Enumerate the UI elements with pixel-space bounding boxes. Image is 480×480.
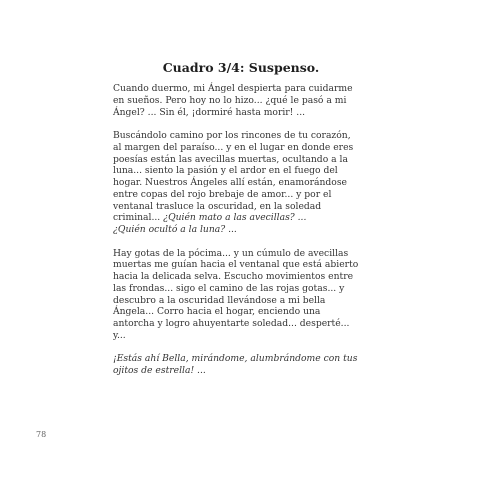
text-line: Hay gotas de la pócima... y un cúmulo de avecillas — [113, 247, 349, 259]
text-line: Ángela... Corro hacia el hogar, enciendo una — [113, 306, 321, 318]
text-line: entre copas del rojo brebaje de amor... y por el — [113, 188, 332, 200]
text-line: las frondas... sigo el camino de las rojas gotas... y — [113, 282, 345, 294]
text-line: descubro a la oscuridad llevándose a mi bella — [113, 294, 326, 306]
text-segment: criminal... — [113, 212, 164, 224]
paragraph-1 — [113, 83, 369, 118]
paragraph-2 — [113, 130, 369, 236]
text-line: antorcha y logro ahuyentarte soledad... desperté... — [113, 318, 350, 329]
text-line-mixed — [113, 212, 369, 224]
text-line: y... — [113, 329, 126, 341]
text-line: Cuando duermo, mi Ángel despierta para cuidarme — [113, 83, 353, 94]
body-text — [113, 83, 369, 389]
text-line: Ángel? ... Sin él, ¡dormiré hasta morir! ... — [113, 106, 306, 118]
page-number: 78 — [36, 430, 47, 439]
text-line: ¡Estás ahí Bella, mirándome, alumbrándome con tus — [113, 353, 358, 365]
text-line: hacia la delicada selva. Escucho movimientos entre — [113, 271, 354, 282]
text-line: poesías están las avecillas muertas, ocultando a la — [113, 153, 348, 165]
italic-question: ¿Quién ocultó a la luna? ... — [113, 224, 237, 235]
italic-question: ¿Quién mato a las avecillas? ... — [163, 212, 307, 224]
text-line: al margen del paraíso... y en el lugar en donde eres — [113, 141, 354, 153]
text-line: luna... siento la pasión y el ardor en el fuego del — [113, 165, 338, 177]
section-title: Cuadro 3/4: Suspenso. — [162, 60, 320, 75]
text-line: ventanal trasluce la oscuridad, en la soledad — [113, 200, 322, 212]
text-line: ojitos de estrella! ... — [113, 365, 206, 376]
text-line: muertas me guían hacia el ventanal que está abierto — [113, 259, 359, 271]
text-line: hogar. Nuestros Ángeles allí están, enamorándose — [113, 177, 347, 188]
paragraph-4-italic — [113, 353, 369, 377]
text-line: Buscándolo camino por los rincones de tu corazón, — [113, 130, 351, 141]
paragraph-3 — [113, 248, 369, 342]
text-line: en sueños. Pero hoy no lo hizo... ¿qué le pasó a mi — [113, 94, 347, 106]
